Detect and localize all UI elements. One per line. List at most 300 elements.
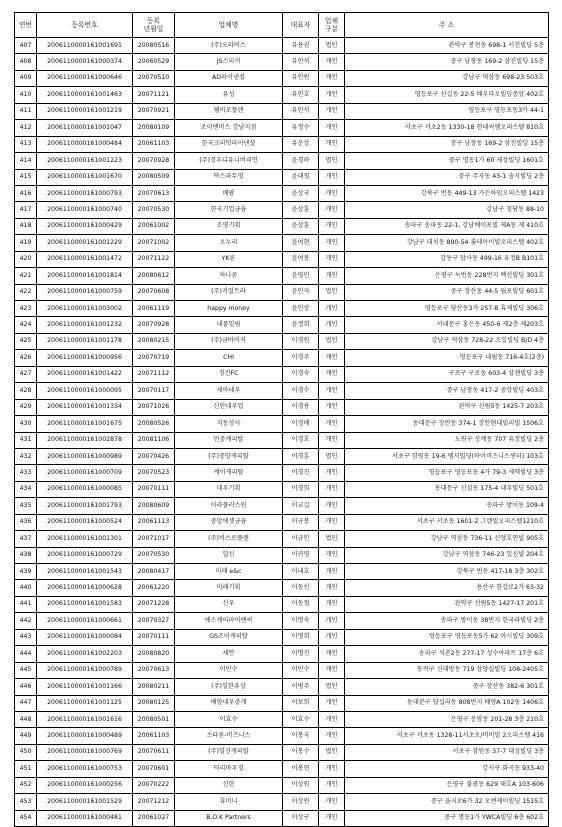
cell-rep: 이경용 (283, 399, 319, 415)
cell-reg-date: 20080215 (133, 333, 175, 349)
cell-reg-no: 2006110000161000095 (37, 383, 133, 399)
table-row (15, 794, 549, 810)
cell-business: 스타론-비즈니스 (175, 728, 283, 744)
cell-no: 433 (15, 465, 37, 481)
cell-reg-no: 2006110000161000524 (37, 514, 133, 530)
cell-reg-date: 20070111 (133, 481, 175, 497)
cell-business: 한국크리덧파이낸셜 (175, 136, 283, 152)
cell-no: 415 (15, 169, 37, 185)
table-row (15, 301, 549, 317)
table-row (15, 366, 549, 382)
table-row (15, 333, 549, 349)
cell-business: B.O.K Partners (175, 810, 283, 826)
cell-reg-no: 2006110000161000429 (37, 218, 133, 234)
cell-no: 419 (15, 235, 37, 251)
cell-reg-date: 20061002 (133, 218, 175, 234)
cell-rep: 이경원 (283, 333, 319, 349)
cell-type: 개인 (319, 564, 345, 580)
cell-type: 개인 (319, 695, 345, 711)
cell-reg-no: 2006110000161001463 (37, 87, 133, 103)
table-row (15, 531, 549, 547)
cell-no: 434 (15, 481, 37, 497)
cell-business: (주)비스로플랜 (175, 531, 283, 547)
cell-reg-date: 20070222 (133, 777, 175, 793)
cell-address: 구로구 구로동 603-4 삼젠빌딩 3층 (345, 366, 549, 382)
cell-reg-no: 2006110000161001232 (37, 317, 133, 333)
cell-reg-no: 2006110000161000646 (37, 70, 133, 86)
cell-rep: 이명숙 (283, 613, 319, 629)
cell-address: 서초구 잠원동 37-7 대성빌딩 3층 (345, 744, 549, 760)
header-rep: 대표자 (283, 13, 319, 38)
cell-type: 개인 (319, 761, 345, 777)
cell-reg-no: 2006110000161000989 (37, 448, 133, 464)
cell-reg-no: 2006110000161000484 (37, 136, 133, 152)
cell-type: 개인 (319, 580, 345, 596)
cell-address: 영등포구 영등포동 4가 79-3 세렉빌딩 3층 (345, 465, 549, 481)
cell-rep: 이규봉 (283, 514, 319, 530)
cell-rep: 윤여봉 (283, 251, 319, 267)
table-row (15, 120, 549, 136)
cell-reg-date: 20070608 (133, 284, 175, 300)
cell-rep: 이귀영 (283, 547, 319, 563)
cell-address: 중구 남창동 169-2 삼진빌딩 15층 (345, 136, 549, 152)
cell-address: 관악구 신림5동 1427-17 201호 (345, 596, 549, 612)
cell-type: 개인 (319, 810, 345, 826)
cell-reg-no: 2006110000161001223 (37, 153, 133, 169)
cell-no: 444 (15, 646, 37, 662)
cell-reg-no: 2006110000161001472 (37, 251, 133, 267)
cell-address: 강남구 역삼동 746-23 일신빌 204호 (345, 547, 549, 563)
cell-type: 법인 (319, 333, 345, 349)
table-row (15, 810, 549, 826)
cell-no: 432 (15, 448, 37, 464)
table-row (15, 728, 549, 744)
cell-type: 개인 (319, 235, 345, 251)
cell-no: 452 (15, 777, 37, 793)
cell-business: 징진FC (175, 366, 283, 382)
table-row (15, 54, 549, 70)
cell-no: 425 (15, 333, 37, 349)
cell-business: 한국기업금융 (175, 202, 283, 218)
table-row (15, 169, 549, 185)
table-row (15, 136, 549, 152)
cell-rep: 이교길 (283, 498, 319, 514)
cell-reg-no: 2006110000161001422 (37, 366, 133, 382)
cell-no: 431 (15, 432, 37, 448)
cell-rep: 유인호 (283, 87, 319, 103)
cell-type: 법인 (319, 679, 345, 695)
cell-business: 미래기획 (175, 580, 283, 596)
cell-type: 개인 (319, 251, 345, 267)
table-row (15, 399, 549, 415)
cell-reg-date: 20070117 (133, 383, 175, 399)
cell-type: 개인 (319, 120, 345, 136)
cell-reg-no: 2006110000161001178 (37, 333, 133, 349)
cell-rep: 유정수 (283, 120, 319, 136)
cell-type: 법인 (319, 744, 345, 760)
cell-reg-date: 20080526 (133, 416, 175, 432)
table-row (15, 153, 549, 169)
cell-rep: 윤인자 (283, 284, 319, 300)
cell-reg-no: 2006110000161001125 (37, 695, 133, 711)
cell-type: 개인 (319, 646, 345, 662)
cell-no: 443 (15, 629, 37, 645)
cell-rep: 이봉국 (283, 728, 319, 744)
cell-address: 송파구 석촌2동 277-17 성수아파트 17층 6호 (345, 646, 549, 662)
cell-reg-date: 20061113 (133, 514, 175, 530)
header-no: 연번 (15, 13, 37, 38)
table-row (15, 498, 549, 514)
cell-reg-date: 20080417 (133, 564, 175, 580)
cell-type: 개인 (319, 416, 345, 432)
table-row (15, 711, 549, 727)
cell-type: 개인 (319, 317, 345, 333)
cell-reg-date: 20080612 (133, 268, 175, 284)
cell-rep: 유인원 (283, 70, 319, 86)
cell-rep: 이동신 (283, 580, 319, 596)
cell-rep: 윤정희 (283, 317, 319, 333)
cell-reg-date: 20080609 (133, 498, 175, 514)
cell-business: GS조이캐피탈 (175, 629, 283, 645)
table-row (15, 629, 549, 645)
cell-type: 개인 (319, 218, 345, 234)
cell-rep: 이경수 (283, 383, 319, 399)
cell-address: 은평구 응암동 201-28 3층 210호 (345, 711, 549, 727)
table-row (15, 317, 549, 333)
cell-type: 개인 (319, 54, 345, 70)
table-row (15, 268, 549, 284)
cell-address: 송파구 송파동 22-1, 강남베이포빌 제A동 제 410호 (345, 218, 549, 234)
cell-no: 411 (15, 103, 37, 119)
cell-business: 웰비로플랜 (175, 103, 283, 119)
cell-address: 동대문구 장안동 374-1 장안현대빌리빌 1506호 (345, 416, 549, 432)
cell-business: 신한 (175, 777, 283, 793)
cell-rep: 이경호 (283, 432, 319, 448)
cell-reg-no: 2006110000161001675 (37, 416, 133, 432)
cell-address: 강북구 번동 417-18 3층 302호 (345, 564, 549, 580)
cell-no: 445 (15, 662, 37, 678)
cell-business: happy money (175, 301, 283, 317)
cell-business: 오누리 (175, 235, 283, 251)
cell-rep: 윤상훈 (283, 202, 319, 218)
cell-reg-date: 20080109 (133, 120, 175, 136)
cell-type: 개인 (319, 711, 345, 727)
cell-reg-date: 20071002 (133, 235, 175, 251)
cell-type: 개인 (319, 350, 345, 366)
header-address: 주 소 (345, 13, 549, 38)
registry-sheet (14, 12, 548, 827)
cell-type: 개인 (319, 70, 345, 86)
cell-reg-date: 20070613 (133, 662, 175, 678)
cell-reg-date: 20070719 (133, 350, 175, 366)
cell-no: 427 (15, 366, 37, 382)
cell-no: 436 (15, 514, 37, 530)
cell-address: 용산구 한강로2가 63-32 (345, 580, 549, 596)
cell-business: 케이캐피탈 (175, 465, 283, 481)
cell-no: 407 (15, 38, 37, 54)
cell-reg-no: 2006110000161001166 (37, 679, 133, 695)
cell-rep: 이경주 (283, 350, 319, 366)
cell-business: 이효수 (175, 711, 283, 727)
cell-rep: 이내호 (283, 564, 319, 580)
cell-business: 이라플러스원 (175, 498, 283, 514)
cell-no: 429 (15, 399, 37, 415)
table-row (15, 679, 549, 695)
cell-reg-date: 20071122 (133, 251, 175, 267)
cell-reg-date: 20070327 (133, 613, 175, 629)
cell-no: 451 (15, 761, 37, 777)
cell-no: 437 (15, 531, 37, 547)
cell-no: 421 (15, 268, 37, 284)
cell-business: (주)중앙캐피탈 (175, 448, 283, 464)
cell-type: 개인 (319, 728, 345, 744)
cell-reg-no: 2006110000161001301 (37, 531, 133, 547)
cell-type: 개인 (319, 662, 345, 678)
table-row (15, 777, 549, 793)
cell-type: 개인 (319, 596, 345, 612)
cell-no: 439 (15, 564, 37, 580)
cell-reg-no: 2006110000161000084 (37, 629, 133, 645)
cell-address: 영등포구 영등포동3가 44-1 (345, 103, 549, 119)
table-row (15, 613, 549, 629)
cell-rep: 윤영민 (283, 268, 319, 284)
cell-rep: 이경희 (283, 481, 319, 497)
cell-reg-date: 20061220 (133, 580, 175, 596)
cell-business: 일신 (175, 547, 283, 563)
cell-no: 435 (15, 498, 37, 514)
cell-reg-date: 20070928 (133, 153, 175, 169)
cell-reg-date: 20070921 (133, 103, 175, 119)
table-row (15, 38, 549, 54)
cell-type: 개인 (319, 629, 345, 645)
cell-reg-no: 2006110000161001529 (37, 794, 133, 810)
cell-reg-no: 2006110000161001543 (37, 564, 133, 580)
cell-reg-date: 20070510 (133, 70, 175, 86)
cell-reg-no: 2006110000161000753 (37, 761, 133, 777)
cell-no: 449 (15, 728, 37, 744)
table-row (15, 87, 549, 103)
cell-reg-no: 2006110000161001691 (37, 38, 133, 54)
cell-reg-no: 2006110000161002878 (37, 432, 133, 448)
cell-address: 강남구 청담동 88-10 (345, 202, 549, 218)
cell-reg-date: 20080501 (133, 711, 175, 727)
cell-reg-no: 2006110000161000085 (37, 481, 133, 497)
cell-address: 영등포구 당산동3가 257-8 휴제빌딩 306호 (345, 301, 549, 317)
cell-reg-date: 20070111 (133, 629, 175, 645)
table-row (15, 185, 549, 201)
cell-no: 417 (15, 202, 37, 218)
cell-rep: 이동철 (283, 596, 319, 612)
cell-no: 450 (15, 744, 37, 760)
table-row (15, 432, 549, 448)
cell-address: 영등포구 영등포동5가 62 아시빌딩 309호 (345, 629, 549, 645)
cell-reg-no: 2006110000161000256 (37, 777, 133, 793)
cell-address: 강서구 화곡동 933-40 (345, 761, 549, 777)
cell-business: CHI (175, 350, 283, 366)
cell-reg-no: 2006110000161000628 (37, 580, 133, 596)
table-row (15, 284, 549, 300)
header-reg-no: 등록번호 (37, 13, 133, 38)
cell-address: 서초구 잠원동 19-6 엠서빌딩(하이비즈니스센터) 103호 (345, 448, 549, 464)
cell-address: 중구 장산동 44-5 월포빌딩 601호 (345, 284, 549, 300)
cell-reg-date: 20070530 (133, 202, 175, 218)
cell-reg-date: 20061103 (133, 728, 175, 744)
cell-address: 동대문구 답십리동 808번지 배양A 102동 1406호 (345, 695, 549, 711)
table-row (15, 481, 549, 497)
cell-reg-date: 20071026 (133, 399, 175, 415)
cell-type: 개인 (319, 498, 345, 514)
cell-type: 개인 (319, 399, 345, 415)
cell-rep: 유운상 (283, 136, 319, 152)
cell-no: 454 (15, 810, 37, 826)
cell-address: 중구 남창동 417-2 중앙빌딩 403호 (345, 383, 549, 399)
cell-reg-no: 2006110000161001670 (37, 169, 133, 185)
cell-business: (주)일신캐피탈 (175, 744, 283, 760)
cell-rep: 유용권 (283, 38, 319, 54)
header-reg-date: 등록 년월일 (133, 13, 175, 38)
cell-business: (주)금바비저 (175, 333, 283, 349)
cell-business: YK론 (175, 251, 283, 267)
cell-no: 424 (15, 317, 37, 333)
cell-no: 413 (15, 136, 37, 152)
cell-address: 서초구 서초동 1328-11서초오/비비빌 2오피스텔 416 (345, 728, 549, 744)
cell-no: 447 (15, 695, 37, 711)
cell-business: AD파이낸셜 (175, 70, 283, 86)
cell-type: 개인 (319, 87, 345, 103)
cell-type: 개인 (319, 465, 345, 481)
cell-address: 강남구 역삼동 698-23 503호 (345, 70, 549, 86)
cell-reg-no: 2006110000161000709 (37, 465, 133, 481)
cell-business: (주)일한유상 (175, 679, 283, 695)
cell-address: 송파구 방이동 38번지 한국라빌딩 2층 (345, 613, 549, 629)
cell-reg-no: 2006110000161000729 (37, 547, 133, 563)
cell-business: 덕리바우징 (175, 761, 283, 777)
cell-type: 개인 (319, 794, 345, 810)
cell-no: 430 (15, 416, 37, 432)
table-row (15, 580, 549, 596)
table-row (15, 662, 549, 678)
cell-reg-no: 2006110000161001583 (37, 596, 133, 612)
cell-no: 418 (15, 218, 37, 234)
cell-reg-no: 2006110000161001047 (37, 120, 133, 136)
cell-no: 416 (15, 185, 37, 201)
cell-address: 중구 을지로6가 32 오엔케이빌딩 1515호 (345, 794, 549, 810)
cell-address: 영등포구 내림동 716-4호(2층) (345, 350, 549, 366)
cell-business: 신안네우업 (175, 399, 283, 415)
cell-address: 중구 주자동 43-1 솔지빌딩 2층 (345, 169, 549, 185)
cell-reg-date: 20061103 (133, 136, 175, 152)
cell-no: 438 (15, 547, 37, 563)
cell-reg-date: 20080516 (133, 38, 175, 54)
cell-reg-no: 2006110000161000759 (37, 284, 133, 300)
cell-reg-date: 20070613 (133, 185, 175, 201)
cell-reg-no: 2006110000161000374 (37, 54, 133, 70)
cell-reg-date: 20081106 (133, 432, 175, 448)
header-type: 업체 구분 (319, 13, 345, 38)
cell-address: 서초구 서초2동 1330-18 현대씨엠오피스텔 810호 (345, 120, 549, 136)
cell-address: 서대문구 홍은동 450-6 제2층 제203호 (345, 317, 549, 333)
cell-type: 개인 (319, 103, 345, 119)
table-row (15, 383, 549, 399)
cell-reg-date: 20070426 (133, 448, 175, 464)
cell-type: 개인 (319, 481, 345, 497)
cell-no: 448 (15, 711, 37, 727)
cell-no: 440 (15, 580, 37, 596)
cell-business: 하나론 (175, 268, 283, 284)
table-row (15, 350, 549, 366)
cell-reg-date: 20080211 (133, 679, 175, 695)
table-row (15, 646, 549, 662)
cell-business: 베팜 (175, 185, 283, 201)
cell-type: 개인 (319, 301, 345, 317)
cell-reg-no: 2006110000161003002 (37, 301, 133, 317)
cell-business: 미래 e&c (175, 564, 283, 580)
cell-type: 법인 (319, 284, 345, 300)
cell-type: 개인 (319, 202, 345, 218)
registry-table (14, 12, 549, 827)
cell-address: 강북구 번동 449-13 가든하임오피스텔 1423 (345, 185, 549, 201)
cell-type: 개인 (319, 514, 345, 530)
cell-rep: 윤상훈 (283, 218, 319, 234)
cell-rep: 윤인상 (283, 301, 319, 317)
cell-business: 유성 (175, 87, 283, 103)
table-body (15, 38, 549, 827)
cell-business: 조이앤비스 강남지점 (175, 120, 283, 136)
cell-reg-date: 20070530 (133, 547, 175, 563)
cell-type: 개인 (319, 169, 345, 185)
cell-no: 410 (15, 87, 37, 103)
cell-no: 412 (15, 120, 37, 136)
cell-rep: 윤상국 (283, 185, 319, 201)
cell-rep: 이경훈 (283, 448, 319, 464)
table-row (15, 218, 549, 234)
cell-no: 426 (15, 350, 37, 366)
table-row (15, 448, 549, 464)
cell-business: 이민수 (175, 662, 283, 678)
cell-business: 내물밑림 (175, 317, 283, 333)
cell-business: 민중캐피탈 (175, 432, 283, 448)
cell-reg-date: 20061027 (133, 810, 175, 826)
cell-no: 414 (15, 153, 37, 169)
cell-reg-date: 20070928 (133, 317, 175, 333)
table-row (15, 103, 549, 119)
cell-rep: 윤여현 (283, 235, 319, 251)
cell-reg-no: 2006110000161001229 (37, 235, 133, 251)
cell-reg-date: 20071112 (133, 366, 175, 382)
cell-rep: 윤경하 (283, 153, 319, 169)
cell-rep: 이규인 (283, 531, 319, 547)
cell-no: 428 (15, 383, 37, 399)
cell-address: 중구 명동1가 YWCA빌딩 6층 602호 (345, 810, 549, 826)
cell-address: 강남구 대치동 890-54 롯데아이빌오피스텔 402호 (345, 235, 549, 251)
cell-no: 420 (15, 251, 37, 267)
cell-reg-no: 2006110000161000789 (37, 662, 133, 678)
cell-reg-no: 2006110000161001219 (37, 103, 133, 119)
table-row (15, 695, 549, 711)
cell-rep: 이상원 (283, 794, 319, 810)
cell-address: 은평구 녹번동 228번지 백선빌딩 301호 (345, 268, 549, 284)
cell-address: 강동구 암사동 499-16 유정B B101호 (345, 251, 549, 267)
cell-reg-date: 20080509 (133, 169, 175, 185)
cell-business: 휴머니 (175, 794, 283, 810)
cell-reg-date: 20061119 (133, 301, 175, 317)
cell-reg-no: 2006110000161000769 (37, 744, 133, 760)
cell-address: 강남구 역삼동 736-11 신양호연빌 905호 (345, 531, 549, 547)
cell-reg-no: 2006110000161001814 (37, 268, 133, 284)
cell-rep: 이상원 (283, 777, 319, 793)
cell-business: 에스케이파이앤씨 (175, 613, 283, 629)
table-row (15, 235, 549, 251)
